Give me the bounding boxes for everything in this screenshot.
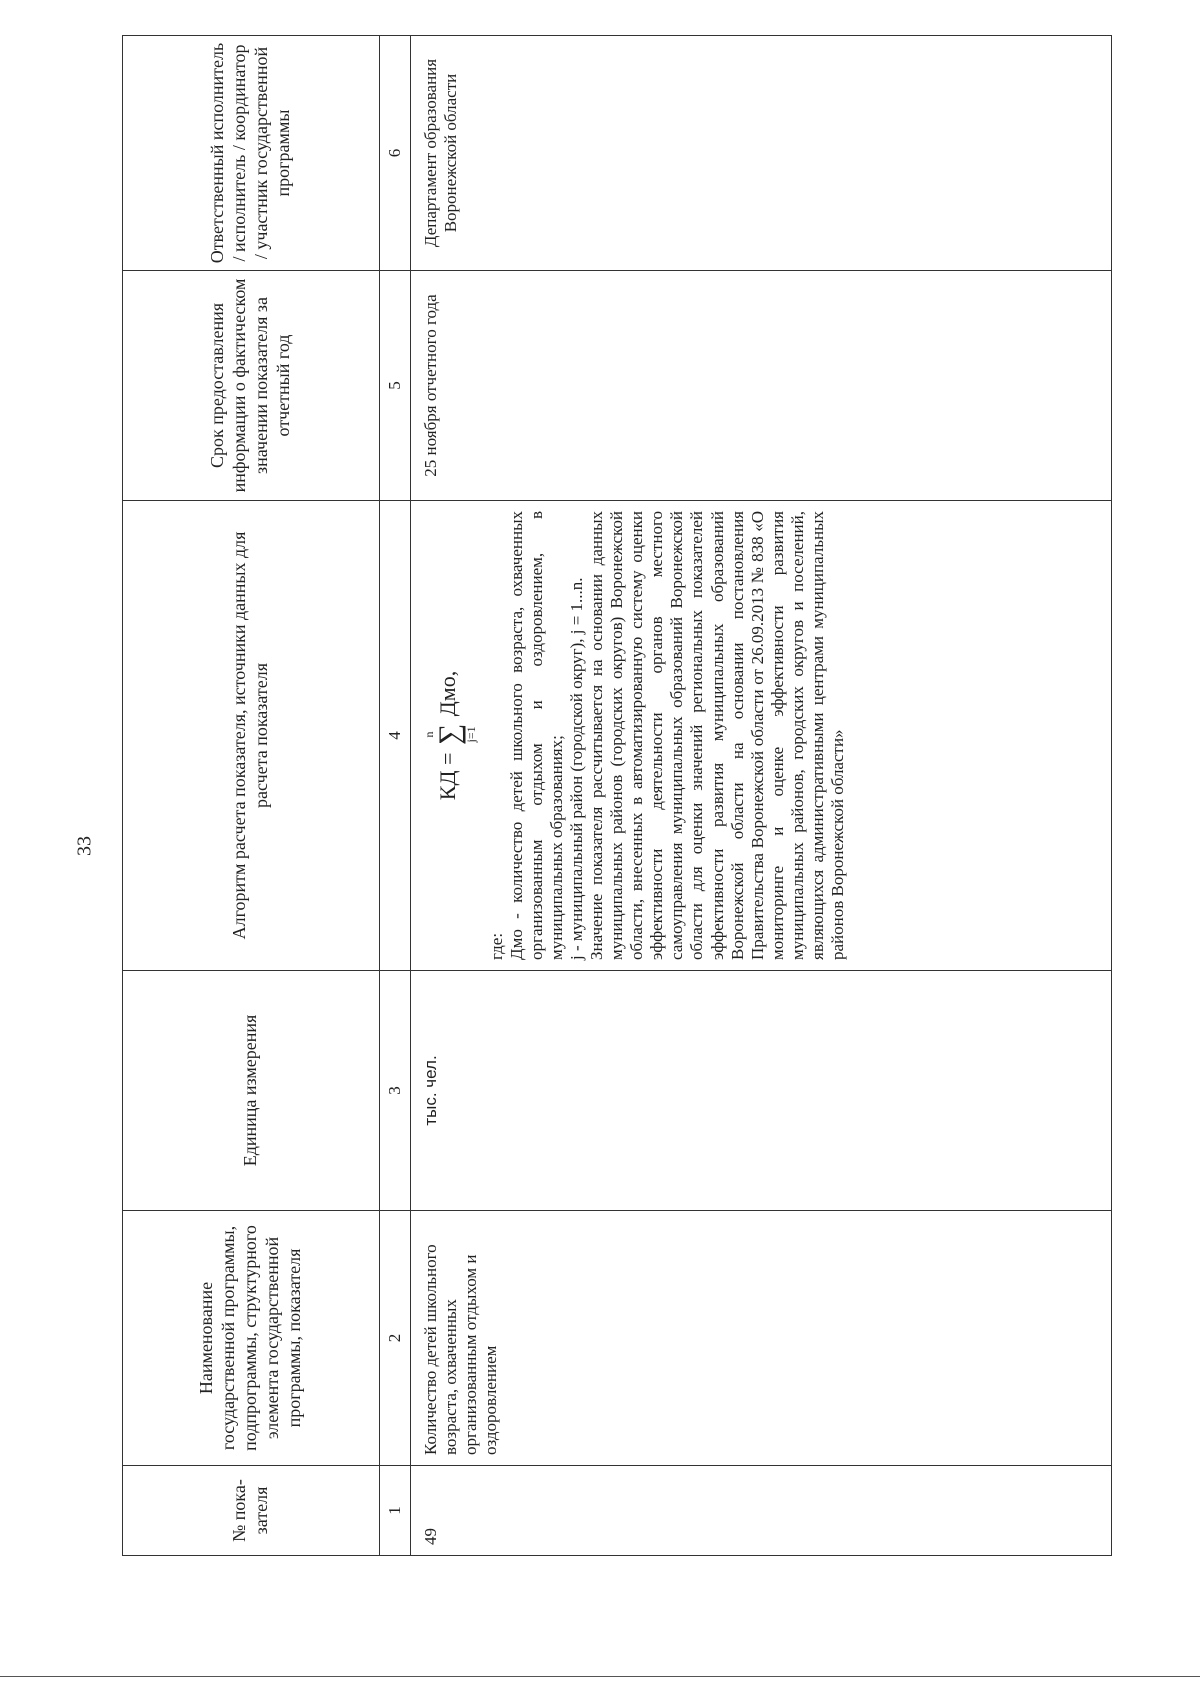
indicator-table-rotated <box>122 36 1122 1556</box>
formula-lhs: КД = <box>435 752 461 801</box>
indicator-unit: тыс. чел. <box>411 971 1112 1211</box>
sum-lower-limit: j=1 <box>464 726 478 743</box>
sum-upper-limit: n <box>422 731 436 738</box>
indicator-algorithm <box>411 501 1112 971</box>
column-number: 5 <box>380 271 411 501</box>
formula <box>423 511 477 960</box>
definition-j: j - муниципальный район (городской округ), j = 1...n. <box>567 577 587 960</box>
header-unit: Единица измерения <box>123 971 380 1211</box>
summation <box>423 724 477 745</box>
header-deadline: Срок предоставления информации о фактическом значении показателя за отчетный год <box>123 271 380 501</box>
table-row <box>411 36 1112 1556</box>
page-number: 33 <box>73 836 96 856</box>
indicator-number: 49 <box>411 1466 1112 1556</box>
header-indicator-number: № пока-зателя <box>123 1466 380 1556</box>
indicator-deadline: 25 ноября отчетного года <box>411 271 1112 501</box>
definition-symbol: Дмо <box>507 929 527 960</box>
formula-rhs: Дмо, <box>435 670 461 717</box>
indicator-name: Количество детей школьного возраста, охваченных организованным отдыхом и оздоровлением <box>411 1211 1112 1466</box>
header-row <box>123 36 380 1556</box>
definition-dmo <box>507 511 567 960</box>
column-number: 3 <box>380 971 411 1211</box>
header-responsible: Ответственный исполнитель / исполнитель / координатор / участник государственной программы <box>123 36 380 271</box>
indicator-table <box>122 35 1112 1556</box>
column-number: 1 <box>380 1466 411 1556</box>
header-algorithm: Алгоритм расчета показателя, источники данных для расчета показателя <box>123 501 380 971</box>
indicator-responsible: Департамент образования Воронежской области <box>411 36 1112 271</box>
definition-text: - количество детей школьного возраста, охваченных организованным отдыхом и оздоровлением, в муниципальных образованиях; <box>507 511 567 960</box>
column-number: 6 <box>380 36 411 271</box>
header-indicator-name: Наименование государственной программы, подпрограммы, структурного элемента государственной программы, показателя <box>123 1211 380 1466</box>
calculation-description: Значение показателя рассчитывается на основании данных муниципальных районов (городских округов) Воронежской области, внесенных в автоматизированную систему оценки эффективности деятельности органов местного самоуправления муниципальных образований Воронежской области для оценки значений региональных показателей эффективности развития муниципальных образований Воронежской области на основании постановления Правительства Воронежской области от 26.09.2013 № 838 «О мониторинге и оценке эффективности развития муниципальных районов, городских округов и поселений, являющихся административными центрами муниципальных районов Воронежской области» <box>587 511 847 960</box>
column-number: 4 <box>380 501 411 971</box>
column-number-row <box>380 36 411 1556</box>
where-label: где: <box>487 932 506 960</box>
column-number: 2 <box>380 1211 411 1466</box>
sigma-symbol: ∑ <box>433 723 466 746</box>
bottom-divider <box>0 1676 1200 1677</box>
